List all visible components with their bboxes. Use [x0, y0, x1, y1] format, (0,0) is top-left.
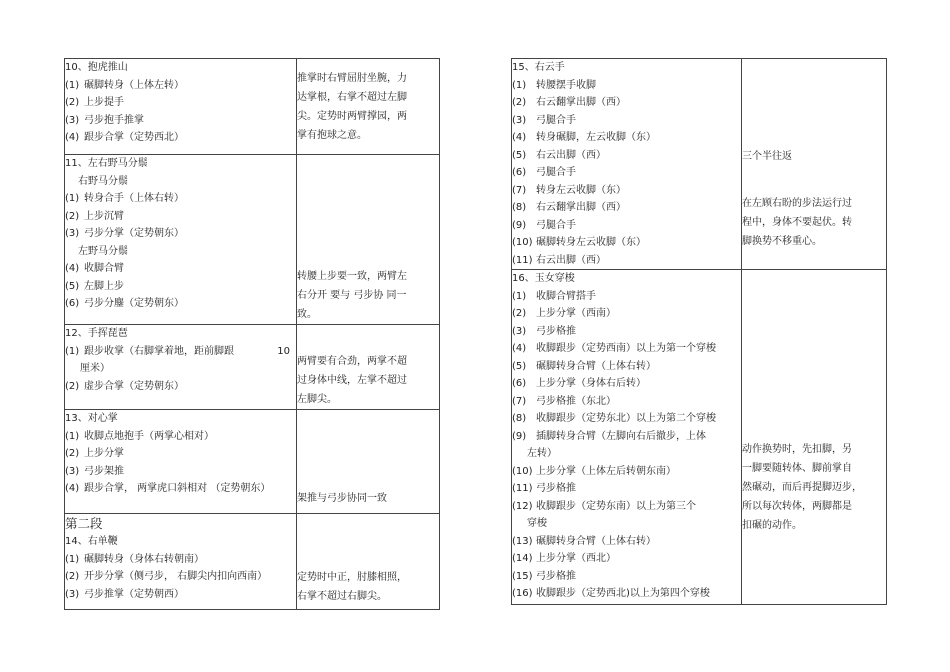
notes-cell	[742, 59, 887, 270]
step-number: (2)	[512, 97, 527, 108]
step-line	[65, 243, 296, 261]
step-text: 左野马分鬃	[78, 245, 128, 257]
step-line	[65, 568, 296, 586]
step-line	[512, 59, 741, 77]
step-line	[65, 59, 296, 77]
step-number: (4)	[65, 263, 80, 274]
step-number: (3)	[512, 325, 527, 337]
step-line	[512, 270, 741, 288]
step-number: (1)	[65, 79, 80, 91]
step-text: 弓步架推	[84, 465, 124, 477]
step-text: 转腰摆手收脚	[536, 79, 596, 91]
step-line	[512, 182, 741, 200]
steps-cell	[512, 59, 742, 270]
step-number: (10)	[512, 237, 533, 248]
step-number: (3)	[512, 114, 527, 126]
step-number: (8)	[512, 413, 527, 424]
step-text: 插脚转身合臂（左脚向右后撤步，上体	[536, 430, 706, 442]
step-number: (1)	[65, 430, 80, 442]
step-number: (7)	[512, 395, 527, 407]
table-row	[512, 59, 887, 270]
step-number: (11)	[512, 254, 533, 266]
step-number: (2)	[65, 210, 80, 222]
note-line: 过身体中线，左掌不超过	[297, 375, 407, 386]
step-line	[512, 568, 741, 586]
step-line	[65, 155, 296, 173]
step-line	[65, 514, 296, 533]
form-title: 13、对心掌	[65, 413, 118, 424]
step-text: 跟步合掌， 两掌虎口斜相对 （定势朝东）	[84, 483, 271, 494]
step-text: 开步分掌（侧弓步， 右脚尖内扣向西南）	[84, 571, 268, 582]
step-text: 跟步合掌（定势西北）	[84, 132, 184, 143]
step-text: 上步分掌（西北）	[536, 553, 616, 564]
step-number: (7)	[512, 184, 527, 196]
notes-cell	[297, 59, 440, 155]
step-text: 收脚跟步（定势东南）以上为第三个	[536, 500, 696, 512]
step-line	[512, 428, 741, 446]
step-line	[512, 410, 741, 428]
form-title: 11、左右野马分鬃	[65, 158, 148, 169]
step-text: 弓步分掌（定势朝东）	[84, 228, 184, 239]
notes-cell	[297, 325, 440, 410]
table-row	[65, 325, 440, 410]
step-line	[512, 375, 741, 393]
step-line	[65, 295, 296, 313]
step-number: (3)	[65, 588, 80, 600]
step-line	[65, 112, 296, 130]
table-row	[65, 514, 440, 610]
step-extra: 10	[277, 345, 290, 357]
step-text: 弓步格推	[536, 325, 576, 337]
note-line: 掌有抱球之意。	[297, 130, 367, 141]
note-line: 在左顾右盼的步法运行过	[742, 198, 852, 209]
step-line	[512, 94, 741, 112]
step-number: (5)	[65, 280, 80, 292]
form-title: 15、右云手	[512, 62, 565, 73]
step-text: 收脚合臂	[84, 263, 124, 274]
note-line: 程中，身体不要起伏。转	[742, 217, 852, 228]
step-text: 左转）	[527, 448, 557, 459]
step-line	[65, 445, 296, 463]
steps-cell	[65, 59, 297, 155]
note-line: 左脚尖。	[297, 394, 337, 405]
step-number: (5)	[512, 149, 527, 161]
step-line	[512, 498, 741, 516]
step-number: (4)	[65, 483, 80, 494]
step-text: 上步分掌（身体右后转）	[536, 378, 646, 389]
step-line	[65, 129, 296, 147]
step-line	[512, 340, 741, 358]
step-line	[65, 360, 296, 378]
step-number: (5)	[512, 360, 527, 372]
step-line	[512, 323, 741, 341]
step-number: (1)	[512, 290, 527, 302]
step-line	[65, 278, 296, 296]
step-line	[65, 463, 296, 481]
note-line: 架推与弓步协同一致	[297, 493, 387, 504]
step-line	[512, 147, 741, 165]
step-line	[512, 234, 741, 252]
step-number: (2)	[512, 308, 527, 319]
step-line	[512, 585, 741, 603]
step-line	[512, 393, 741, 411]
right-table	[511, 58, 887, 605]
step-line	[65, 533, 296, 551]
step-line	[512, 112, 741, 130]
step-number: (6)	[512, 378, 527, 389]
step-text: 虚步合掌（定势朝东）	[84, 380, 184, 392]
step-line	[512, 252, 741, 270]
step-text: 转身左云收脚（东）	[536, 184, 626, 196]
step-number: (2)	[65, 571, 80, 582]
step-line	[65, 190, 296, 208]
step-text: 跟步收掌（右脚掌着地，距前脚跟	[84, 345, 234, 357]
table-row	[65, 155, 440, 325]
step-text: 碾脚转身合臂（上体右转）	[536, 360, 656, 372]
step-line	[65, 325, 296, 343]
step-text: 上步分掌（西南）	[536, 308, 616, 319]
step-text: 弓步格推（东北）	[536, 395, 616, 407]
step-line	[512, 515, 741, 533]
note-line: 定势时中正，肘膝相照，	[297, 572, 407, 583]
note-line: 两臂要有合劲，两掌不超	[297, 356, 407, 367]
step-number: (2)	[65, 448, 80, 459]
notes-cell	[297, 410, 440, 514]
step-line	[65, 225, 296, 243]
step-text: 右云翻掌出脚（西）	[536, 97, 626, 108]
steps-cell	[65, 410, 297, 514]
step-text: 收脚点地抱手（两掌心相对）	[84, 430, 214, 442]
step-text: 穿梭	[527, 518, 547, 529]
step-text: 上步沉臂	[84, 210, 124, 222]
form-title: 12、手挥琵琶	[65, 328, 128, 339]
step-number: (4)	[512, 132, 527, 143]
note-line: 然碾动，而后再提脚迈步，	[742, 482, 862, 493]
step-line	[65, 378, 296, 396]
step-text: 弓步推掌（定势朝西）	[84, 588, 184, 600]
step-line	[65, 428, 296, 446]
step-text: 上步提手	[84, 97, 124, 108]
step-text: 收脚跟步（定势东北）以上为第二个穿梭	[536, 413, 716, 424]
table-row	[65, 410, 440, 514]
form-title: 16、玉女穿梭	[512, 273, 575, 284]
step-text: 收脚合臂搭手	[536, 290, 596, 302]
step-text: 弓腿合手	[536, 167, 576, 178]
step-text: 弓步格推	[536, 570, 576, 582]
note-line: 推掌时右臂屈肘坐腕，力	[297, 73, 407, 84]
step-number: (16)	[512, 588, 533, 599]
step-number: (1)	[65, 553, 80, 565]
step-line	[512, 217, 741, 235]
note-line: 转腰上步要一致，两臂左	[297, 271, 407, 282]
step-line	[512, 445, 741, 463]
step-text: 碾脚转身左云收脚（东）	[536, 237, 646, 248]
step-line	[65, 260, 296, 278]
notes-cell	[297, 155, 440, 325]
table-row	[65, 59, 440, 155]
step-line	[512, 463, 741, 481]
step-line	[65, 94, 296, 112]
step-line	[65, 343, 296, 361]
step-text: 弓步分鏖（定势朝东）	[84, 298, 184, 309]
step-text: 右云出脚（西）	[536, 254, 606, 266]
steps-cell	[65, 155, 297, 325]
step-text: 上步分掌	[84, 448, 124, 459]
step-line	[512, 533, 741, 551]
step-line	[512, 358, 741, 376]
form-title: 10、抱虎推山	[65, 62, 128, 73]
steps-cell	[65, 325, 297, 410]
step-line	[65, 77, 296, 95]
step-line	[512, 550, 741, 568]
step-number: (9)	[512, 219, 527, 231]
step-text: 弓步格推	[536, 483, 576, 494]
step-number: (13)	[512, 535, 533, 547]
step-number: (2)	[65, 97, 80, 108]
note-line: 动作换势时，先扣脚，另	[742, 444, 852, 455]
note-line: 尖。定势时两臂撑园，两	[297, 111, 407, 122]
step-text: 碾脚转身（身体右转朝南）	[84, 553, 204, 565]
step-text: 弓步抱手推掌	[84, 114, 144, 126]
step-text: 收脚跟步（定势西南）以上为第一个穿梭	[536, 343, 716, 354]
step-line	[65, 480, 296, 498]
step-line	[512, 288, 741, 306]
step-line	[65, 410, 296, 428]
step-text: 碾脚转身（上体左转）	[84, 79, 184, 91]
steps-cell	[65, 514, 297, 610]
step-number: (10)	[512, 465, 533, 477]
note-line: 所以每次转体，两脚都是	[742, 501, 852, 512]
step-text: 右野马分鬃	[78, 175, 128, 187]
note-line: 致。	[297, 309, 317, 320]
step-line	[512, 480, 741, 498]
step-number: (1)	[512, 79, 527, 91]
step-line	[512, 164, 741, 182]
form-title: 14、右单鞭	[65, 536, 118, 547]
step-number: (4)	[512, 343, 527, 354]
note-line: 右掌不超过右脚尖。	[297, 591, 387, 602]
step-number: (12)	[512, 500, 533, 512]
step-line	[65, 208, 296, 226]
step-text: 右云翻掌出脚（西）	[536, 202, 626, 213]
note-line: 三个半往返	[742, 151, 792, 162]
step-number: (2)	[65, 380, 80, 392]
step-line	[65, 551, 296, 569]
step-line	[65, 586, 296, 604]
step-number: (9)	[512, 430, 527, 442]
step-text: 厘米）	[80, 363, 110, 374]
step-line	[512, 199, 741, 217]
step-text: 弓腿合手	[536, 219, 576, 231]
left-table	[64, 58, 440, 610]
step-number: (14)	[512, 553, 533, 564]
note-line: 右分开 要与 弓步协 同一	[297, 290, 407, 301]
step-text: 弓腿合手	[536, 114, 576, 126]
step-text: 收脚跟步（定势西北)以上为第四个穿梭	[536, 588, 710, 599]
step-number: (6)	[65, 298, 80, 309]
section-heading: 第二段	[65, 516, 103, 531]
step-number: (3)	[65, 228, 80, 239]
step-number: (8)	[512, 202, 527, 213]
step-text: 左脚上步	[84, 280, 124, 292]
note-line: 脚换势不移重心。	[742, 236, 822, 247]
step-line	[512, 77, 741, 95]
step-number: (3)	[65, 465, 80, 477]
steps-cell	[512, 270, 742, 605]
note-line: 达掌根，右掌不超过左脚	[297, 92, 407, 103]
step-number: (1)	[65, 193, 80, 204]
step-number: (3)	[65, 114, 80, 126]
notes-cell	[297, 514, 440, 610]
note-line: 扣碾的动作。	[742, 520, 802, 531]
step-line	[512, 129, 741, 147]
note-line: 一脚要随转体、脚前掌自	[742, 463, 852, 474]
step-number: (4)	[65, 132, 80, 143]
step-number: (1)	[65, 345, 80, 357]
step-text: 右云出脚（西）	[536, 149, 606, 161]
step-line	[65, 173, 296, 191]
step-text: 转身合手（上体右转）	[84, 193, 184, 204]
notes-cell	[742, 270, 887, 605]
step-number: (6)	[512, 167, 527, 178]
step-text: 上步分掌（上体左后转朝东南）	[536, 465, 676, 477]
step-number: (15)	[512, 570, 533, 582]
table-row	[512, 270, 887, 605]
step-text: 碾脚转身合臂（上体右转）	[536, 535, 656, 547]
step-number: (11)	[512, 483, 533, 494]
step-line	[512, 305, 741, 323]
step-text: 转身碾脚，左云收脚（东）	[536, 132, 656, 143]
